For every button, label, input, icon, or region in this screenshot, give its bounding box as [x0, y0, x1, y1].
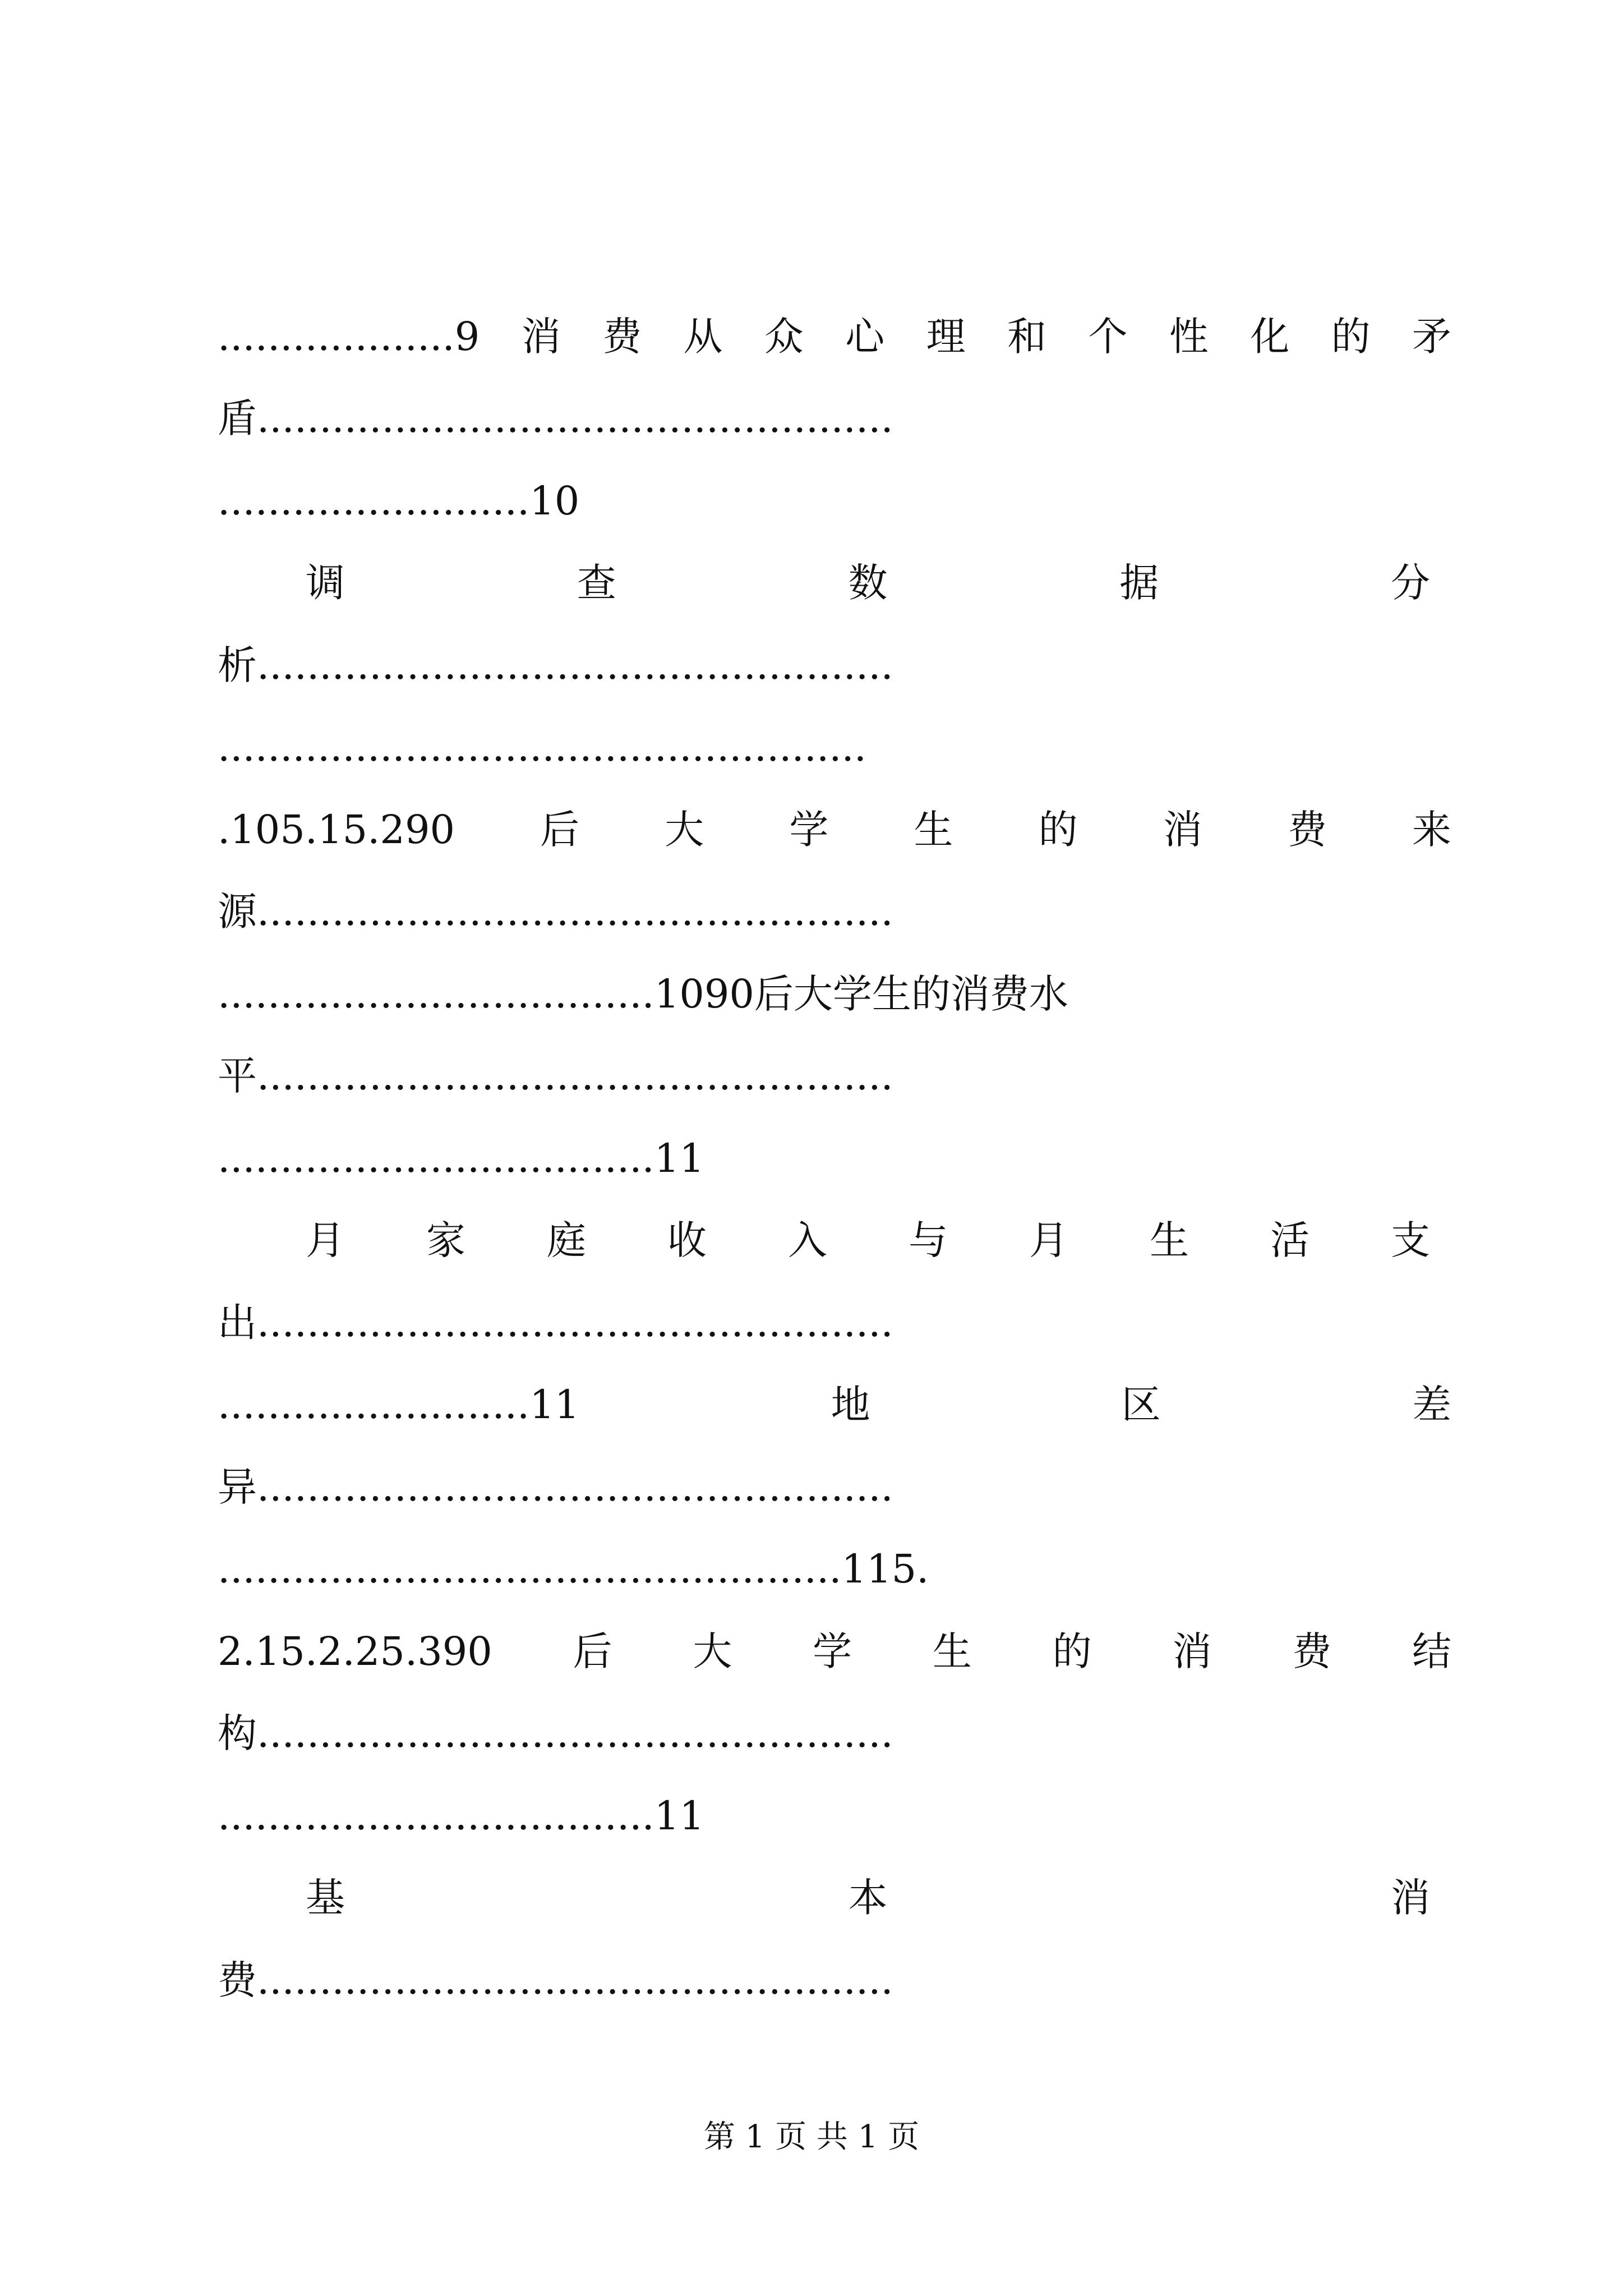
toc-word: 活 — [1270, 1217, 1310, 1263]
toc-line-6: .................................................... — [218, 724, 867, 770]
toc-word: 消 — [1172, 1628, 1212, 1674]
toc-word: 生 — [914, 807, 953, 853]
toc-line-4 — [306, 552, 1430, 614]
toc-word: 化 — [1250, 314, 1290, 360]
page-footer: 第 1 页 共 1 页 — [703, 2119, 920, 2155]
toc-word: 收 — [667, 1217, 707, 1263]
toc-word: 据 — [1119, 560, 1159, 606]
toc-word: 庭 — [547, 1217, 586, 1263]
toc-line-16: ..................................................115. — [218, 1546, 929, 1592]
toc-word: 区 — [1121, 1382, 1161, 1428]
toc-word: 生 — [932, 1628, 972, 1674]
toc-word: 费 — [1292, 1628, 1332, 1674]
toc-word: 调 — [306, 560, 345, 606]
toc-word: 来 — [1412, 807, 1451, 853]
toc-word: 地 — [831, 1382, 870, 1428]
toc-line-21: 费................................................... — [218, 1957, 893, 2003]
toc-word: 消 — [521, 314, 561, 360]
toc-word: 从 — [683, 314, 723, 360]
toc-word: 心 — [845, 314, 885, 360]
toc-word: 查 — [577, 560, 616, 606]
toc-line-2: 盾................................................... — [218, 395, 893, 441]
toc-word: 差 — [1412, 1382, 1451, 1428]
toc-word: 月 — [1029, 1217, 1068, 1263]
toc-word: 数 — [848, 560, 888, 606]
toc-word: 和 — [1007, 314, 1047, 360]
toc-dots-page: .........................11 — [218, 1382, 580, 1428]
toc-word: 学 — [789, 807, 829, 853]
toc-word: 众 — [764, 314, 804, 360]
toc-page-number: 2.15.2.25.390 — [218, 1628, 492, 1674]
toc-word: 的 — [1052, 1628, 1092, 1674]
toc-line-7 — [218, 799, 1451, 861]
toc-line-19: ...................................11 — [218, 1793, 704, 1839]
toc-word: 大 — [693, 1628, 732, 1674]
toc-word: 消 — [1391, 1875, 1430, 1921]
toc-word: 支 — [1391, 1217, 1430, 1263]
toc-line-3: .........................10 — [218, 478, 580, 524]
toc-word: 学 — [813, 1628, 852, 1674]
toc-line-20 — [306, 1867, 1430, 1929]
toc-line-14 — [218, 1374, 1451, 1435]
toc-word: 性 — [1169, 314, 1209, 360]
toc-word: 后 — [573, 1628, 612, 1674]
toc-line-8: 源................................................... — [218, 889, 893, 935]
toc-word: 个 — [1088, 314, 1128, 360]
toc-line-17 — [218, 1621, 1451, 1682]
toc-line-1 — [218, 306, 1451, 367]
toc-line-13: 出................................................... — [218, 1300, 893, 1346]
toc-word: 的 — [1331, 314, 1371, 360]
toc-line-18: 构................................................... — [218, 1710, 893, 1756]
toc-word: 本 — [848, 1875, 888, 1921]
toc-line-10: 平................................................... — [218, 1053, 893, 1099]
toc-word: 理 — [926, 314, 966, 360]
toc-word: 消 — [1163, 807, 1202, 853]
toc-word: 后 — [540, 807, 580, 853]
toc-line-9: ...................................1090后大学生的消费水 — [218, 971, 1068, 1017]
toc-word: 基 — [306, 1875, 345, 1921]
toc-word: 的 — [1038, 807, 1078, 853]
toc-word: 入 — [788, 1217, 827, 1263]
toc-word: 费 — [602, 314, 642, 360]
toc-dots-page: ...................9 — [218, 314, 480, 360]
toc-word: 分 — [1391, 560, 1430, 606]
toc-word: 结 — [1412, 1628, 1451, 1674]
toc-line-15: 异................................................... — [218, 1464, 893, 1510]
toc-word: 月 — [306, 1217, 345, 1263]
toc-line-11: ...................................11 — [218, 1135, 704, 1181]
toc-word: 家 — [426, 1217, 465, 1263]
toc-word: 与 — [909, 1217, 948, 1263]
toc-line-12 — [306, 1209, 1430, 1271]
toc-word: 大 — [665, 807, 704, 853]
toc-word: 生 — [1150, 1217, 1189, 1263]
toc-line-5: 析................................................... — [218, 642, 893, 688]
toc-word: 费 — [1287, 807, 1327, 853]
toc-word: 矛 — [1412, 314, 1451, 360]
toc-page-number: .105.15.290 — [218, 807, 455, 853]
